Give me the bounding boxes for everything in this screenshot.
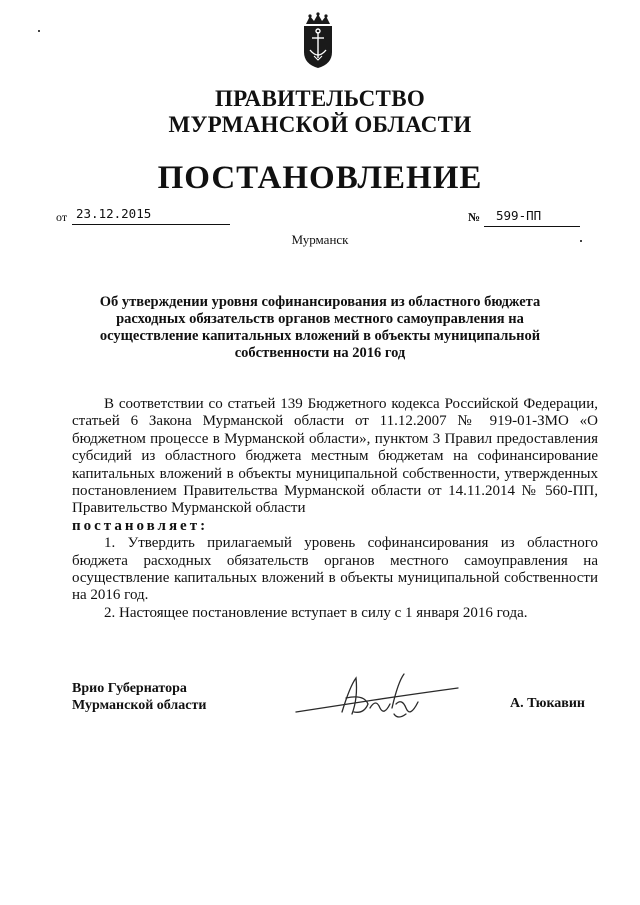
number-underline — [484, 226, 580, 227]
document-type: ПОСТАНОВЛЕНИЕ — [157, 160, 483, 196]
scan-speck — [38, 30, 40, 32]
document-heading — [80, 294, 560, 362]
signer-position-line1: Врио Губернатора — [72, 681, 187, 696]
heading-line4: собственности на 2016 год — [234, 345, 406, 361]
heading-line1: Об утверждении уровня софинансирования из областного бюджета — [99, 294, 541, 310]
scan-speck — [580, 240, 582, 242]
heading-line2: расходных обязательств органов местного самоуправления на — [116, 311, 524, 327]
government-title — [0, 86, 640, 138]
item-2-paragraph: 2. Настоящее постановление вступает в силу с 1 января 2016 года. — [104, 604, 528, 621]
signer-position-line2: Мурманской области — [72, 698, 207, 713]
decides-word: постановляет: — [72, 517, 209, 534]
document-number: 599-ПП — [496, 208, 542, 223]
coat-of-arms-emblem — [296, 12, 340, 70]
date-prefix: от — [56, 210, 68, 224]
date-number-row — [56, 206, 586, 230]
document-body — [72, 396, 598, 622]
government-title-line2: МУРМАНСКОЙ ОБЛАСТИ — [168, 112, 472, 137]
number-prefix: № — [468, 210, 481, 224]
date-underline — [72, 224, 230, 225]
item-1-paragraph: 1. Утвердить прилагаемый уровень софинансирования из областного бюджета расходных обязательств органов местного самоуправления на осуществление капитальных вложений в объекты муниципальной собственности на 2016 год. — [72, 535, 598, 604]
handwritten-signature — [294, 668, 462, 728]
document-date: 23.12.2015 — [76, 206, 152, 221]
signer-name: А. Тюкавин — [510, 696, 585, 711]
signer-position — [72, 680, 206, 714]
city: Мурманск — [291, 232, 349, 247]
preamble-paragraph: В соответствии со статьей 139 Бюджетного кодекса Российской Федерации, статьей 6 Закона Мурманской области от 11.12.2007 № 919-01-ЗМО «О бюджетном процессе в Мурманской области», пунктом 3 Правил предоставления субсидий из областного бюджета местным бюджетам на софинансирование капитальных вложений в объекты муниципальной собственности, утвержденных постановлением Правительства Мурманской области от 14.11.2014 № 560-ПП, Правительство Мурманской области — [72, 396, 598, 517]
government-title-line1: ПРАВИТЕЛЬСТВО — [214, 86, 426, 111]
heading-line3: осуществление капитальных вложений в объекты муниципальной — [99, 328, 541, 344]
